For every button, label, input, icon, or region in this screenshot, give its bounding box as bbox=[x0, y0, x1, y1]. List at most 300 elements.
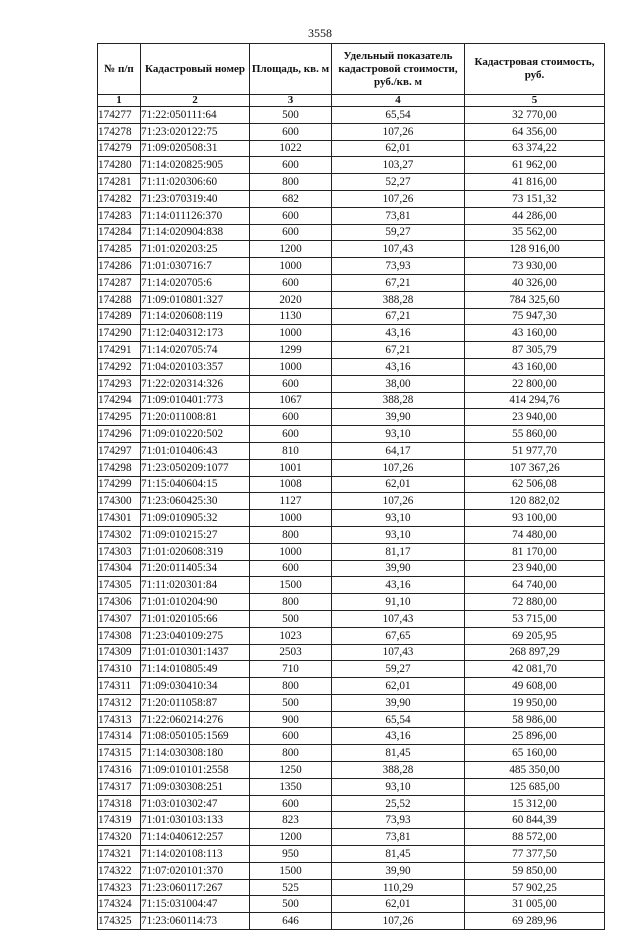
unit-value-cell: 81,45 bbox=[332, 745, 465, 762]
table-row bbox=[98, 358, 605, 375]
row-number-cell: 174297 bbox=[98, 442, 141, 459]
unit-value-cell: 107,26 bbox=[332, 190, 465, 207]
cadastral-number-cell: 71:23:070319:40 bbox=[141, 190, 250, 207]
cadastral-number-cell: 71:14:040612:257 bbox=[141, 829, 250, 846]
row-number-cell: 174322 bbox=[98, 862, 141, 879]
table-row bbox=[98, 190, 605, 207]
cadastral-value-cell: 58 986,00 bbox=[465, 711, 605, 728]
area-cell: 1299 bbox=[250, 342, 332, 359]
table-row bbox=[98, 224, 605, 241]
header-row bbox=[98, 44, 605, 95]
cadastral-number-cell: 71:09:010101:2558 bbox=[141, 762, 250, 779]
cadastral-number-cell: 71:14:020904:838 bbox=[141, 224, 250, 241]
cadastral-number-cell: 71:01:030103:133 bbox=[141, 812, 250, 829]
row-number-cell: 174282 bbox=[98, 190, 141, 207]
unit-value-cell: 110,29 bbox=[332, 879, 465, 896]
cadastral-value-cell: 69 289,96 bbox=[465, 913, 605, 930]
cadastral-value-cell: 31 005,00 bbox=[465, 896, 605, 913]
cadastral-number-cell: 71:03:010302:47 bbox=[141, 795, 250, 812]
cadastral-number-cell: 71:09:010905:32 bbox=[141, 510, 250, 527]
area-cell: 682 bbox=[250, 190, 332, 207]
area-cell: 1200 bbox=[250, 829, 332, 846]
area-cell: 1022 bbox=[250, 140, 332, 157]
cadastral-value-cell: 73 151,32 bbox=[465, 190, 605, 207]
row-number-cell: 174310 bbox=[98, 661, 141, 678]
table-row bbox=[98, 678, 605, 695]
header-cadastral-number: Кадастровый номер bbox=[141, 44, 250, 95]
unit-value-cell: 93,10 bbox=[332, 778, 465, 795]
cadastral-value-cell: 74 480,00 bbox=[465, 526, 605, 543]
unit-value-cell: 59,27 bbox=[332, 224, 465, 241]
table-row bbox=[98, 375, 605, 392]
row-number-cell: 174318 bbox=[98, 795, 141, 812]
cadastral-value-cell: 107 367,26 bbox=[465, 459, 605, 476]
row-number-cell: 174298 bbox=[98, 459, 141, 476]
cadastral-number-cell: 71:15:040604:15 bbox=[141, 476, 250, 493]
table-row bbox=[98, 728, 605, 745]
unit-value-cell: 39,90 bbox=[332, 409, 465, 426]
unit-value-cell: 25,52 bbox=[332, 795, 465, 812]
page-number: 3558 bbox=[308, 26, 332, 40]
cadastral-number-cell: 71:14:020705:6 bbox=[141, 274, 250, 291]
row-number-cell: 174304 bbox=[98, 560, 141, 577]
cadastral-value-cell: 49 608,00 bbox=[465, 678, 605, 695]
area-cell: 1500 bbox=[250, 862, 332, 879]
row-number-cell: 174319 bbox=[98, 812, 141, 829]
table-row bbox=[98, 896, 605, 913]
area-cell: 800 bbox=[250, 174, 332, 191]
table-row bbox=[98, 526, 605, 543]
table-row bbox=[98, 644, 605, 661]
cadastral-number-cell: 71:11:020301:84 bbox=[141, 577, 250, 594]
unit-value-cell: 73,93 bbox=[332, 258, 465, 275]
cadastral-value-cell: 43 160,00 bbox=[465, 358, 605, 375]
area-cell: 600 bbox=[250, 123, 332, 140]
cadastral-value-cell: 57 902,25 bbox=[465, 879, 605, 896]
table-row bbox=[98, 140, 605, 157]
table-row bbox=[98, 594, 605, 611]
unit-value-cell: 43,16 bbox=[332, 325, 465, 342]
cadastral-value-cell: 65 160,00 bbox=[465, 745, 605, 762]
row-number-cell: 174280 bbox=[98, 157, 141, 174]
table-row bbox=[98, 627, 605, 644]
area-cell: 1008 bbox=[250, 476, 332, 493]
cadastral-number-cell: 71:14:020705:74 bbox=[141, 342, 250, 359]
area-cell: 1500 bbox=[250, 577, 332, 594]
table-row bbox=[98, 610, 605, 627]
cadastral-number-cell: 71:23:060114:73 bbox=[141, 913, 250, 930]
header-area: Площадь, кв. м bbox=[250, 44, 332, 95]
row-number-cell: 174293 bbox=[98, 375, 141, 392]
table-row bbox=[98, 207, 605, 224]
area-cell: 800 bbox=[250, 745, 332, 762]
cadastral-number-cell: 71:09:020508:31 bbox=[141, 140, 250, 157]
cadastral-number-cell: 71:14:020608:119 bbox=[141, 308, 250, 325]
area-cell: 500 bbox=[250, 694, 332, 711]
cadastral-number-cell: 71:23:020122:75 bbox=[141, 123, 250, 140]
row-number-cell: 174290 bbox=[98, 325, 141, 342]
unit-value-cell: 73,93 bbox=[332, 812, 465, 829]
unit-value-cell: 43,16 bbox=[332, 358, 465, 375]
cadastral-number-cell: 71:09:030308:251 bbox=[141, 778, 250, 795]
cadastral-value-cell: 23 940,00 bbox=[465, 409, 605, 426]
area-cell: 600 bbox=[250, 157, 332, 174]
row-number-cell: 174279 bbox=[98, 140, 141, 157]
header-cadastral-value: Кадастровая стоимость, руб. bbox=[465, 44, 605, 95]
area-cell: 600 bbox=[250, 274, 332, 291]
unit-value-cell: 107,26 bbox=[332, 493, 465, 510]
cadastral-number-cell: 71:22:050111:64 bbox=[141, 107, 250, 124]
unit-value-cell: 67,21 bbox=[332, 342, 465, 359]
unit-value-cell: 388,28 bbox=[332, 392, 465, 409]
row-number-cell: 174300 bbox=[98, 493, 141, 510]
table-row bbox=[98, 711, 605, 728]
area-cell: 600 bbox=[250, 795, 332, 812]
unit-value-cell: 107,43 bbox=[332, 241, 465, 258]
row-number-cell: 174303 bbox=[98, 543, 141, 560]
cadastral-value-cell: 19 950,00 bbox=[465, 694, 605, 711]
cadastral-value-cell: 42 081,70 bbox=[465, 661, 605, 678]
row-number-cell: 174321 bbox=[98, 846, 141, 863]
cadastral-value-cell: 87 305,79 bbox=[465, 342, 605, 359]
cadastral-value-cell: 93 100,00 bbox=[465, 510, 605, 527]
row-number-cell: 174294 bbox=[98, 392, 141, 409]
table-row bbox=[98, 426, 605, 443]
area-cell: 1001 bbox=[250, 459, 332, 476]
unit-value-cell: 81,17 bbox=[332, 543, 465, 560]
row-number-cell: 174306 bbox=[98, 594, 141, 611]
cadastral-number-cell: 71:22:020314:326 bbox=[141, 375, 250, 392]
area-cell: 1127 bbox=[250, 493, 332, 510]
row-number-cell: 174313 bbox=[98, 711, 141, 728]
area-cell: 823 bbox=[250, 812, 332, 829]
unit-value-cell: 73,81 bbox=[332, 207, 465, 224]
area-cell: 2503 bbox=[250, 644, 332, 661]
column-index: 2 bbox=[141, 95, 250, 107]
cadastral-number-cell: 71:14:020108:113 bbox=[141, 846, 250, 863]
unit-value-cell: 93,10 bbox=[332, 426, 465, 443]
column-index: 1 bbox=[98, 95, 141, 107]
cadastral-number-cell: 71:09:010801:327 bbox=[141, 291, 250, 308]
row-number-cell: 174288 bbox=[98, 291, 141, 308]
cadastral-value-cell: 77 377,50 bbox=[465, 846, 605, 863]
area-cell: 600 bbox=[250, 375, 332, 392]
table-row bbox=[98, 778, 605, 795]
cadastral-value-cell: 32 770,00 bbox=[465, 107, 605, 124]
table-row bbox=[98, 493, 605, 510]
cadastral-value-cell: 41 816,00 bbox=[465, 174, 605, 191]
unit-value-cell: 107,26 bbox=[332, 123, 465, 140]
unit-value-cell: 107,43 bbox=[332, 610, 465, 627]
cadastral-number-cell: 71:15:031004:47 bbox=[141, 896, 250, 913]
row-number-cell: 174302 bbox=[98, 526, 141, 543]
cadastral-number-cell: 71:23:060117:267 bbox=[141, 879, 250, 896]
row-number-cell: 174316 bbox=[98, 762, 141, 779]
cadastral-number-cell: 71:09:030410:34 bbox=[141, 678, 250, 695]
cadastral-value-cell: 60 844,39 bbox=[465, 812, 605, 829]
row-number-cell: 174291 bbox=[98, 342, 141, 359]
cadastral-value-cell: 485 350,00 bbox=[465, 762, 605, 779]
table-row bbox=[98, 241, 605, 258]
row-number-cell: 174314 bbox=[98, 728, 141, 745]
cadastral-value-cell: 23 940,00 bbox=[465, 560, 605, 577]
unit-value-cell: 67,21 bbox=[332, 274, 465, 291]
cadastral-value-cell: 268 897,29 bbox=[465, 644, 605, 661]
row-number-cell: 174292 bbox=[98, 358, 141, 375]
unit-value-cell: 81,45 bbox=[332, 846, 465, 863]
cadastral-value-cell: 15 312,00 bbox=[465, 795, 605, 812]
area-cell: 800 bbox=[250, 594, 332, 611]
table-row bbox=[98, 913, 605, 930]
table-row bbox=[98, 879, 605, 896]
unit-value-cell: 93,10 bbox=[332, 510, 465, 527]
cadastral-value-cell: 59 850,00 bbox=[465, 862, 605, 879]
column-index: 5 bbox=[465, 95, 605, 107]
cadastral-number-cell: 71:20:011008:81 bbox=[141, 409, 250, 426]
cadastral-value-cell: 63 374,22 bbox=[465, 140, 605, 157]
cadastral-value-cell: 81 170,00 bbox=[465, 543, 605, 560]
area-cell: 2020 bbox=[250, 291, 332, 308]
row-number-cell: 174287 bbox=[98, 274, 141, 291]
cadastral-value-cell: 69 205,95 bbox=[465, 627, 605, 644]
row-number-cell: 174309 bbox=[98, 644, 141, 661]
cadastral-number-cell: 71:01:010406:43 bbox=[141, 442, 250, 459]
row-number-cell: 174307 bbox=[98, 610, 141, 627]
table-row bbox=[98, 291, 605, 308]
table-row bbox=[98, 745, 605, 762]
table-row bbox=[98, 862, 605, 879]
row-number-cell: 174295 bbox=[98, 409, 141, 426]
area-cell: 600 bbox=[250, 207, 332, 224]
cadastral-value-cell: 43 160,00 bbox=[465, 325, 605, 342]
area-cell: 1067 bbox=[250, 392, 332, 409]
table-row bbox=[98, 342, 605, 359]
header-row-number: № п/п bbox=[98, 44, 141, 95]
header-unit-value: Удельный показатель кадастровой стоимости, руб./кв. м bbox=[332, 44, 465, 95]
table-row bbox=[98, 510, 605, 527]
row-number-cell: 174312 bbox=[98, 694, 141, 711]
cadastral-value-cell: 72 880,00 bbox=[465, 594, 605, 611]
cadastral-number-cell: 71:01:020105:66 bbox=[141, 610, 250, 627]
unit-value-cell: 62,01 bbox=[332, 140, 465, 157]
unit-value-cell: 65,54 bbox=[332, 711, 465, 728]
area-cell: 1200 bbox=[250, 241, 332, 258]
cadastral-value-cell: 40 326,00 bbox=[465, 274, 605, 291]
cadastral-number-cell: 71:20:011058:87 bbox=[141, 694, 250, 711]
table-row bbox=[98, 476, 605, 493]
cadastral-value-cell: 64 740,00 bbox=[465, 577, 605, 594]
cadastral-number-cell: 71:11:020306:60 bbox=[141, 174, 250, 191]
table-body bbox=[98, 107, 605, 930]
cadastral-number-cell: 71:14:030308:180 bbox=[141, 745, 250, 762]
area-cell: 1023 bbox=[250, 627, 332, 644]
table-row bbox=[98, 846, 605, 863]
area-cell: 900 bbox=[250, 711, 332, 728]
row-number-cell: 174284 bbox=[98, 224, 141, 241]
cadastral-number-cell: 71:14:011126:370 bbox=[141, 207, 250, 224]
table-row bbox=[98, 409, 605, 426]
unit-value-cell: 52,27 bbox=[332, 174, 465, 191]
column-index: 4 bbox=[332, 95, 465, 107]
row-number-cell: 174277 bbox=[98, 107, 141, 124]
unit-value-cell: 59,27 bbox=[332, 661, 465, 678]
area-cell: 1130 bbox=[250, 308, 332, 325]
row-number-cell: 174278 bbox=[98, 123, 141, 140]
unit-value-cell: 39,90 bbox=[332, 694, 465, 711]
table-row bbox=[98, 812, 605, 829]
cadastral-number-cell: 71:23:050209:1077 bbox=[141, 459, 250, 476]
area-cell: 600 bbox=[250, 728, 332, 745]
unit-value-cell: 62,01 bbox=[332, 476, 465, 493]
unit-value-cell: 43,16 bbox=[332, 577, 465, 594]
cadastral-number-cell: 71:14:020825:905 bbox=[141, 157, 250, 174]
area-cell: 1000 bbox=[250, 325, 332, 342]
area-cell: 810 bbox=[250, 442, 332, 459]
cadastral-number-cell: 71:01:020608:319 bbox=[141, 543, 250, 560]
table-row bbox=[98, 560, 605, 577]
area-cell: 1250 bbox=[250, 762, 332, 779]
row-number-cell: 174299 bbox=[98, 476, 141, 493]
cadastral-value-cell: 61 962,00 bbox=[465, 157, 605, 174]
row-number-cell: 174286 bbox=[98, 258, 141, 275]
area-cell: 600 bbox=[250, 560, 332, 577]
table-row bbox=[98, 107, 605, 124]
table-row bbox=[98, 795, 605, 812]
cadastral-value-cell: 25 896,00 bbox=[465, 728, 605, 745]
area-cell: 525 bbox=[250, 879, 332, 896]
area-cell: 1350 bbox=[250, 778, 332, 795]
table-row bbox=[98, 661, 605, 678]
row-number-cell: 174289 bbox=[98, 308, 141, 325]
unit-value-cell: 62,01 bbox=[332, 678, 465, 695]
row-number-cell: 174317 bbox=[98, 778, 141, 795]
cadastral-number-cell: 71:14:010805:49 bbox=[141, 661, 250, 678]
table-row bbox=[98, 762, 605, 779]
table-row bbox=[98, 174, 605, 191]
unit-value-cell: 39,90 bbox=[332, 560, 465, 577]
cadastral-value-cell: 88 572,00 bbox=[465, 829, 605, 846]
cadastral-number-cell: 71:01:020203:25 bbox=[141, 241, 250, 258]
table-row bbox=[98, 308, 605, 325]
cadastral-value-cell: 64 356,00 bbox=[465, 123, 605, 140]
area-cell: 710 bbox=[250, 661, 332, 678]
area-cell: 500 bbox=[250, 610, 332, 627]
cadastral-number-cell: 71:07:020101:370 bbox=[141, 862, 250, 879]
row-number-cell: 174323 bbox=[98, 879, 141, 896]
cadastral-value-cell: 62 506,08 bbox=[465, 476, 605, 493]
table-row bbox=[98, 258, 605, 275]
row-number-cell: 174311 bbox=[98, 678, 141, 695]
unit-value-cell: 388,28 bbox=[332, 291, 465, 308]
cadastral-value-cell: 55 860,00 bbox=[465, 426, 605, 443]
table-row bbox=[98, 325, 605, 342]
unit-value-cell: 62,01 bbox=[332, 896, 465, 913]
column-index: 3 bbox=[250, 95, 332, 107]
table-row bbox=[98, 274, 605, 291]
cadastral-number-cell: 71:20:011405:34 bbox=[141, 560, 250, 577]
area-cell: 1000 bbox=[250, 510, 332, 527]
area-cell: 600 bbox=[250, 409, 332, 426]
area-cell: 600 bbox=[250, 426, 332, 443]
cadastral-number-cell: 71:09:010220:502 bbox=[141, 426, 250, 443]
cadastral-number-cell: 71:09:010401:773 bbox=[141, 392, 250, 409]
cadastral-value-cell: 128 916,00 bbox=[465, 241, 605, 258]
unit-value-cell: 93,10 bbox=[332, 526, 465, 543]
table-row bbox=[98, 123, 605, 140]
cadastral-value-cell: 414 294,76 bbox=[465, 392, 605, 409]
unit-value-cell: 107,43 bbox=[332, 644, 465, 661]
unit-value-cell: 107,26 bbox=[332, 913, 465, 930]
table-row bbox=[98, 157, 605, 174]
row-number-cell: 174281 bbox=[98, 174, 141, 191]
cadastral-number-cell: 71:01:030716:7 bbox=[141, 258, 250, 275]
cadastral-value-cell: 53 715,00 bbox=[465, 610, 605, 627]
area-cell: 500 bbox=[250, 896, 332, 913]
area-cell: 646 bbox=[250, 913, 332, 930]
cadastral-value-cell: 73 930,00 bbox=[465, 258, 605, 275]
unit-value-cell: 64,17 bbox=[332, 442, 465, 459]
cadastral-value-cell: 125 685,00 bbox=[465, 778, 605, 795]
area-cell: 600 bbox=[250, 224, 332, 241]
cadastral-number-cell: 71:12:040312:173 bbox=[141, 325, 250, 342]
cadastral-value-cell: 22 800,00 bbox=[465, 375, 605, 392]
unit-value-cell: 65,54 bbox=[332, 107, 465, 124]
cadastral-value-cell: 75 947,30 bbox=[465, 308, 605, 325]
unit-value-cell: 107,26 bbox=[332, 459, 465, 476]
area-cell: 1000 bbox=[250, 543, 332, 560]
unit-value-cell: 39,90 bbox=[332, 862, 465, 879]
column-index-row bbox=[98, 95, 605, 107]
area-cell: 800 bbox=[250, 526, 332, 543]
cadastral-number-cell: 71:23:060425:30 bbox=[141, 493, 250, 510]
row-number-cell: 174308 bbox=[98, 627, 141, 644]
row-number-cell: 174296 bbox=[98, 426, 141, 443]
unit-value-cell: 388,28 bbox=[332, 762, 465, 779]
table-row bbox=[98, 442, 605, 459]
table-row bbox=[98, 459, 605, 476]
area-cell: 1000 bbox=[250, 358, 332, 375]
table-row bbox=[98, 392, 605, 409]
cadastral-number-cell: 71:04:020103:357 bbox=[141, 358, 250, 375]
unit-value-cell: 38,00 bbox=[332, 375, 465, 392]
area-cell: 500 bbox=[250, 107, 332, 124]
area-cell: 800 bbox=[250, 678, 332, 695]
cadastral-value-cell: 35 562,00 bbox=[465, 224, 605, 241]
cadastral-value-table bbox=[97, 43, 605, 930]
row-number-cell: 174285 bbox=[98, 241, 141, 258]
row-number-cell: 174325 bbox=[98, 913, 141, 930]
row-number-cell: 174283 bbox=[98, 207, 141, 224]
row-number-cell: 174320 bbox=[98, 829, 141, 846]
table-row bbox=[98, 543, 605, 560]
cadastral-number-cell: 71:23:040109:275 bbox=[141, 627, 250, 644]
cadastral-value-cell: 120 882,02 bbox=[465, 493, 605, 510]
cadastral-number-cell: 71:01:010301:1437 bbox=[141, 644, 250, 661]
cadastral-number-cell: 71:01:010204:90 bbox=[141, 594, 250, 611]
table-row bbox=[98, 577, 605, 594]
area-cell: 950 bbox=[250, 846, 332, 863]
unit-value-cell: 43,16 bbox=[332, 728, 465, 745]
cadastral-number-cell: 71:22:060214:276 bbox=[141, 711, 250, 728]
unit-value-cell: 103,27 bbox=[332, 157, 465, 174]
row-number-cell: 174301 bbox=[98, 510, 141, 527]
unit-value-cell: 67,21 bbox=[332, 308, 465, 325]
row-number-cell: 174305 bbox=[98, 577, 141, 594]
cadastral-value-cell: 784 325,60 bbox=[465, 291, 605, 308]
row-number-cell: 174324 bbox=[98, 896, 141, 913]
row-number-cell: 174315 bbox=[98, 745, 141, 762]
table-row bbox=[98, 694, 605, 711]
